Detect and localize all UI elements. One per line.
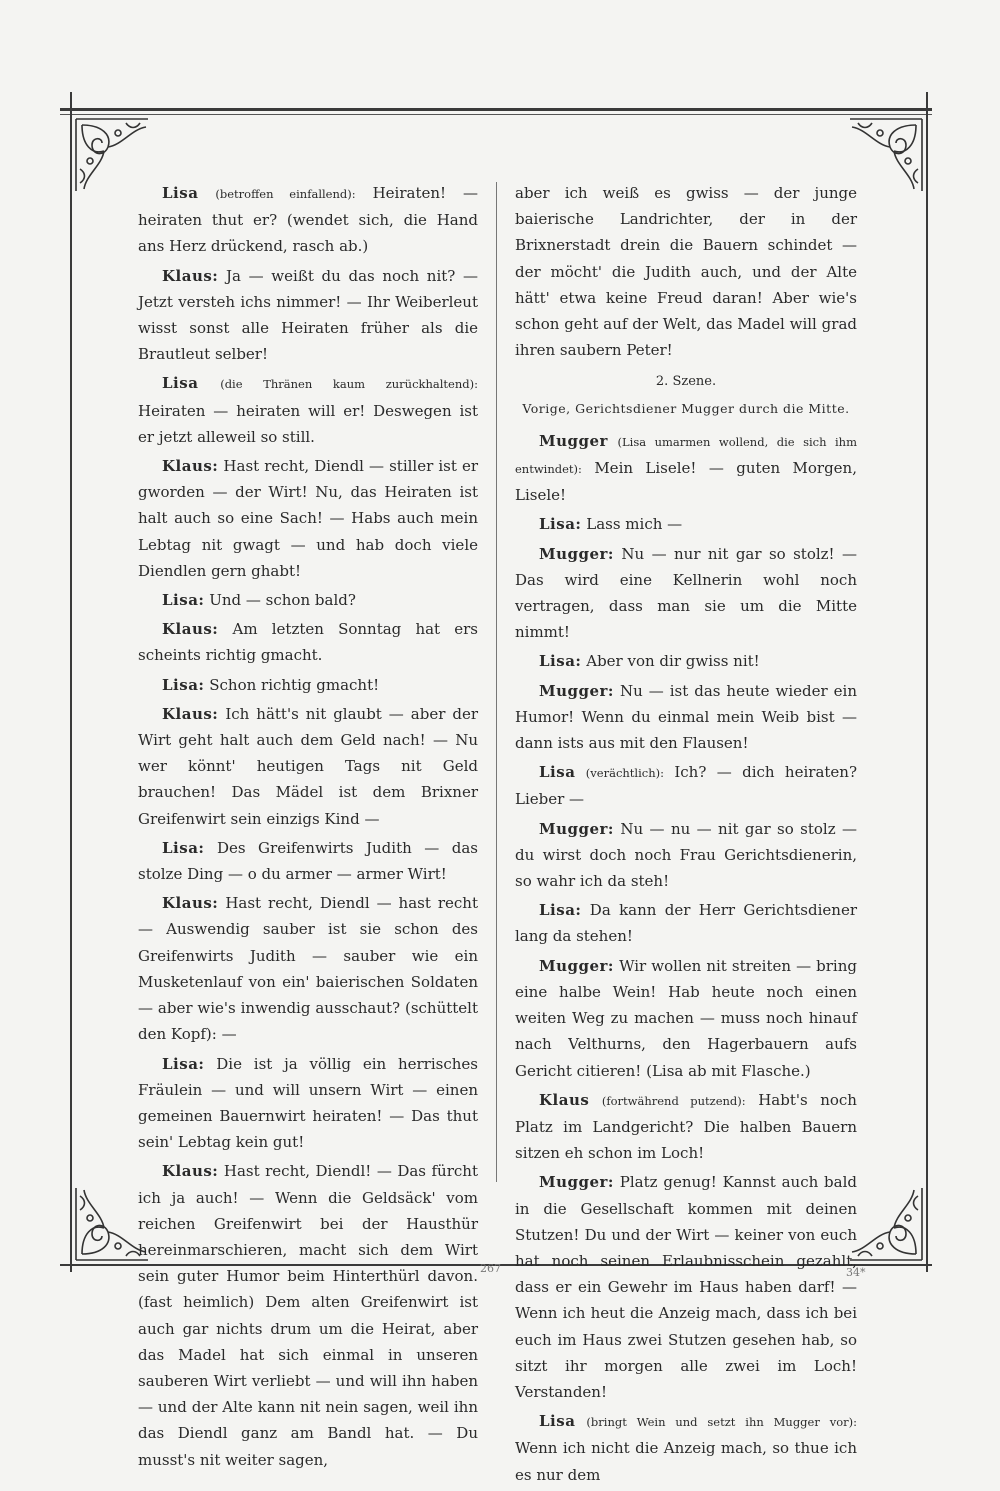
dialogue-paragraph [138, 180, 478, 260]
dialogue-paragraph [138, 587, 478, 613]
dialogue-text: Mein Lisele! — guten Morgen, Lisele! [515, 459, 857, 505]
dialogue-paragraph [138, 835, 478, 887]
dialogue-text: Des Greifenwirts Judith — das stolze Ding — o du armer — armer Wirt! [138, 838, 478, 884]
speaker-name: Lisa [539, 1412, 576, 1431]
dialogue-paragraph [138, 672, 478, 698]
speaker-name: Lisa: [162, 838, 205, 857]
speaker-name: Lisa: [539, 515, 582, 534]
dialogue-text: Lass mich — [586, 515, 683, 534]
dialogue-paragraph [515, 428, 857, 509]
dialogue-paragraph [515, 180, 857, 363]
stage-direction: (verächtlich): [585, 766, 664, 781]
stage-direction: (die Thränen kaum zurückhaltend): [220, 377, 478, 392]
dialogue-text: Platz genug! Kannst auch bald in die Gesellschaft kommen mit deinen Stutzen! Du und der Wirt — keiner von euch hat noch seinen Erlaubnisschein gezahlt, dass er ein Gewehr im Haus haben darf! — Wenn ich heut die Anzeig mach, dass ich bei euch im Haus zwei Stutzen gesehen hab, so sitzt ihr morgen alle zwei im Loch! Verstanden! [515, 1173, 857, 1401]
dialogue-text: Heiraten! — heiraten thut er? (wendet sich, die Hand ans Herz drückend, rasch ab.) [138, 184, 478, 256]
frame-top-rule-thin [60, 114, 932, 115]
speaker-name: Lisa: [162, 1054, 205, 1073]
dialogue-text: Und — schon bald? [209, 591, 356, 610]
dialogue-text: Ich? — dich heiraten? Lieber — [515, 763, 857, 809]
speaker-name: Lisa: [539, 652, 582, 671]
dialogue-paragraph [515, 897, 857, 949]
dialogue-text: Ich hätt's nit glaubt — aber der Wirt geht halt auch dem Geld nach! — Nu wer könnt' heutigen Tags nit Geld brauchen! Das Mädel ist dem Brixner Greifenwirt sein einzigs Kind — [138, 704, 478, 828]
frame-right-rule [926, 92, 928, 1272]
corner-ornament-bottom-right [846, 1184, 926, 1264]
dialogue-text: Nu — nu — nit gar so stolz — du wirst doch noch Frau Gerichtsdienerin, so wahr ich da steh! [515, 819, 857, 891]
dialogue-text: Schon richtig gmacht! [209, 675, 380, 694]
dialogue-paragraph [138, 453, 478, 584]
dialogue-paragraph [138, 890, 478, 1047]
signature-mark: 34* [846, 1266, 866, 1279]
speaker-name: Klaus: [162, 1162, 219, 1181]
speaker-name: Lisa [162, 184, 199, 202]
speaker-name: Lisa: [539, 901, 582, 920]
dialogue-paragraph [515, 541, 857, 646]
dialogue-paragraph [138, 370, 478, 450]
speaker-name: Lisa: [162, 591, 205, 610]
dialogue-paragraph [515, 648, 857, 674]
dialogue-text: Da kann der Herr Gerichtsdiener lang da stehen! [515, 901, 857, 946]
speaker-name: Klaus: [162, 894, 219, 913]
speaker-name: Klaus [539, 1090, 590, 1109]
speaker-name: Lisa [539, 763, 576, 782]
speaker-name: Lisa [162, 374, 199, 393]
left-column [138, 180, 478, 1476]
scene-subtitle: Vorige, Gerichtsdiener Mugger durch die Mitte. [522, 400, 850, 416]
stage-direction: (bringt Wein und setzt ihn Mugger vor): [586, 1415, 858, 1430]
dialogue-paragraph [138, 701, 478, 832]
dialogue-text: Aber von dir gwiss nit! [586, 652, 760, 671]
dialogue-paragraph [515, 1169, 857, 1405]
corner-ornament-top-right [846, 115, 926, 195]
frame-top-rule [60, 108, 932, 111]
dialogue-paragraph [515, 816, 857, 895]
dialogue-text: Nu — nur nit gar so stolz! — Das wird eine Kellnerin wohl noch vertragen, dass man sie um die Mitte nimmt! [515, 544, 857, 642]
dialogue-text: Nu — ist das heute wieder ein Humor! Wenn du einmal mein Weib bist — dann ists aus mit den Flausen! [515, 681, 857, 753]
dialogue-paragraph [515, 953, 857, 1084]
dialogue-text: Wenn ich nicht die Anzeig mach, so thue ich es nur dem [515, 1439, 857, 1484]
dialogue-paragraph [138, 1051, 478, 1156]
stage-direction: (betroffen einfallend): [215, 187, 356, 201]
dialogue-paragraph [138, 1158, 478, 1472]
dialogue-text: Habt's noch Platz im Landgericht? Die halben Bauern sitzen eh schon im Loch! [515, 1090, 857, 1163]
dialogue-paragraph [515, 511, 857, 537]
dialogue-paragraph [138, 616, 478, 668]
dialogue-text: Wir wollen nit streiten — bring eine halbe Wein! Hab heute noch einen weiten Weg zu machen — muss noch hinauf nach Velthurns, den Hagerbauern aufs Gericht citieren! (Lisa ab mit Flasche.) [515, 956, 857, 1080]
right-column [515, 180, 857, 1491]
dialogue-paragraph [515, 1408, 857, 1488]
dialogue-paragraph [515, 678, 857, 757]
speaker-name: Klaus: [162, 704, 219, 723]
speaker-name: Lisa: [162, 675, 205, 694]
stage-direction: (fortwährend putzend): [601, 1093, 746, 1108]
dialogue-text: Am letzten Sonntag hat ers scheints richtig gmacht. [138, 620, 478, 665]
speaker-name: Mugger: [539, 956, 614, 975]
dialogue-text: Hast recht, Diendl! — Das fürcht ich ja auch! — Wenn die Geldsäck' vom reichen Greifenwirt bei der Hausthür hereinmarschieren, macht sich dem Wirt sein guter Humor beim Hinterthürl davon. (fast heimlich) Dem alten Greifenwirt ist auch gar nichts drum um die Heirat, aber das Madel hat sich einmal in unseren sauberen Wirt verliebt — und will ihn haben — und der Alte kann nit nein sagen, weil ihn das Diendl ganz am Bandl hat. — Du musst's nit weiter sagen, [138, 1162, 478, 1469]
right-column-top [515, 180, 857, 363]
speaker-name: Klaus: [162, 457, 219, 476]
speaker-name: Klaus: [162, 266, 219, 285]
dialogue-paragraph [515, 759, 857, 812]
dialogue-text: Heiraten — heiraten will er! Deswegen ist er jetzt alleweil so still. [138, 401, 478, 446]
dialogue-paragraph [515, 1087, 857, 1167]
right-column-bottom [515, 428, 857, 1488]
dialogue-text: Hast recht, Diendl — stiller ist er gworden — der Wirt! Nu, das Heiraten ist halt auch so eine Sach! — Habs auch mein Lebtag nit gwagt — und hab doch viele Diendlen gern ghabt! [138, 457, 478, 580]
dialogue-text: Ja — weißt du das noch nit? — Jetzt versteh ichs nimmer! — Ihr Weiberleut wisst sonst alle Heiraten früher als die Brautleut selber! [138, 266, 478, 364]
speaker-name: Klaus: [162, 620, 219, 639]
stage-direction: (Lisa umarmen wollend, die sich ihm entwindet): [515, 434, 857, 477]
dialogue-text: Hast recht, Diendl — hast recht — Auswendig sauber ist sie schon des Greifenwirts Judith — sauber wie ein Musketenlauf von ein' baierischen Soldaten — aber wie's inwendig ausschaut? (schüttelt den Kopf): — [138, 894, 478, 1044]
dialogue-text: Die ist ja völlig ein herrisches Fräulein — und will unsern Wirt — einen gemeinen Bauernwirt heiraten! — Das thut sein' Lebtag kein gut! [138, 1054, 478, 1152]
column-divider [496, 182, 497, 1182]
speaker-name: Mugger: [539, 544, 614, 563]
frame-left-rule [70, 92, 72, 1272]
speaker-name: Mugger: [539, 819, 614, 838]
scene-number: 2. Szene. [655, 374, 717, 390]
dialogue-paragraph [138, 263, 478, 368]
dialogue-text: aber ich weiß es gwiss — der junge baierische Landrichter, der in der Brixnerstadt drein die Bauern schindet — der möcht' die Judith auch, und der Alte hätt' etwa keine Freud daran! Aber wie's schon geht auf der Welt, das Madel will grad ihren saubern Peter! [515, 184, 857, 360]
page-number: 267 [480, 1262, 501, 1275]
speaker-name: Mugger: [539, 681, 614, 700]
speaker-name: Mugger [539, 431, 608, 450]
speaker-name: Mugger: [539, 1173, 614, 1192]
